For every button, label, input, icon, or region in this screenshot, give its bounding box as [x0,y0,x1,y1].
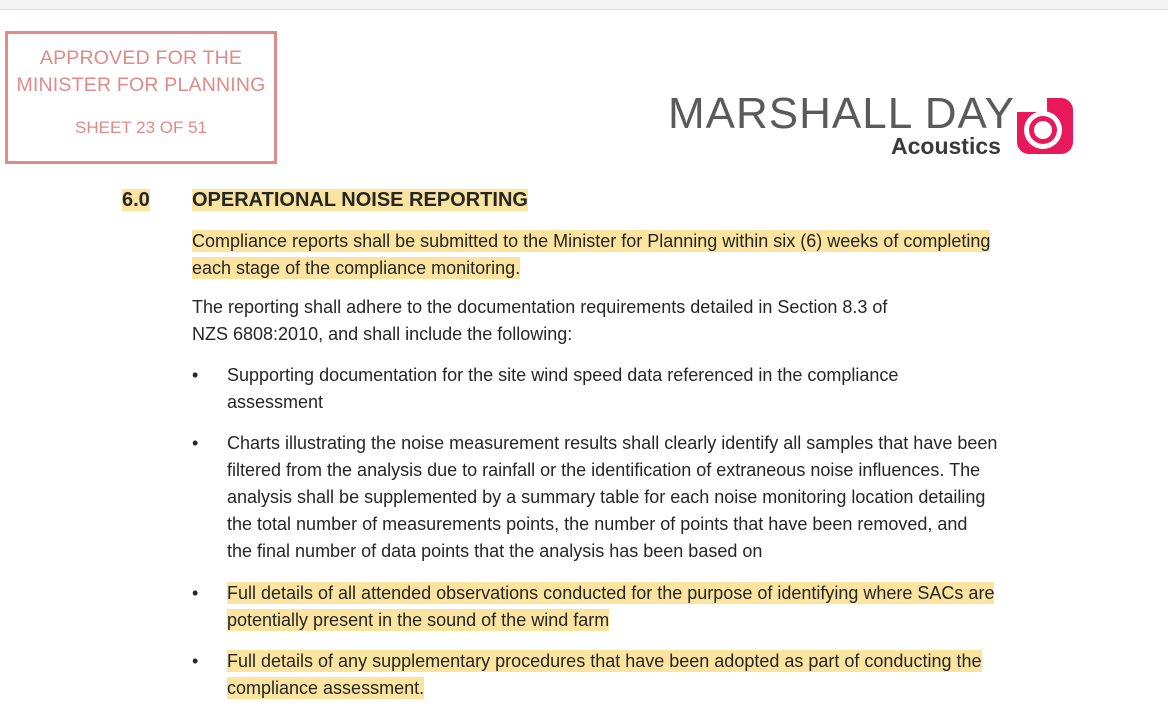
window-top-bar [0,0,1168,10]
stamp-sheet-number: SHEET 23 OF 51 [75,118,207,137]
stamp-line-approved: APPROVED FOR THE [39,47,243,69]
list-item: Charts illustrating the noise measurement results shall clearly identify all samples that have been filtered from the analysis due to rainfall or the identification of extraneous noise influences. The analysis shall be supplemented by a summary table for each noise monitoring location detailing the total number of measurements points, the number of points that have been removed, and the final number of data points that the analysis has been based on [227,433,998,561]
marshall-day-logo-icon [1015,96,1075,156]
section-title: OPERATIONAL NOISE REPORTING [192,189,528,211]
paragraph-compliance-reports: Compliance reports shall be submitted to the Minister for Planning within six (6) weeks of completing each stage of the compliance monitoring. [192,231,991,278]
list-item: Full details of all attended observations conducted for the purpose of identifying where SACs are potentially present in the sound of the wind farm [227,583,995,630]
company-logo-subtitle: Acoustics [891,133,1001,159]
list-item: Full details of any supplementary procedures that have been adopted as part of conducting the compliance assessment. [227,651,982,698]
paragraph-reporting-requirements: The reporting shall adhere to the documentation requirements detailed in Section 8.3 of NZS 6808:2010, and shall include the following: [192,297,888,344]
bullet-marker: • [192,651,199,671]
bullet-marker: • [192,433,199,453]
section-number: 6.0 [122,189,150,211]
bullet-marker: • [192,583,199,603]
company-logo-name: MARSHALL DAY [668,89,1015,138]
list-item: Supporting documentation for the site wind speed data referenced in the compliance assessment [227,365,899,412]
bullet-marker: • [192,365,199,385]
stamp-line-minister: MINISTER FOR PLANNING [16,74,266,96]
approval-stamp [5,31,277,164]
